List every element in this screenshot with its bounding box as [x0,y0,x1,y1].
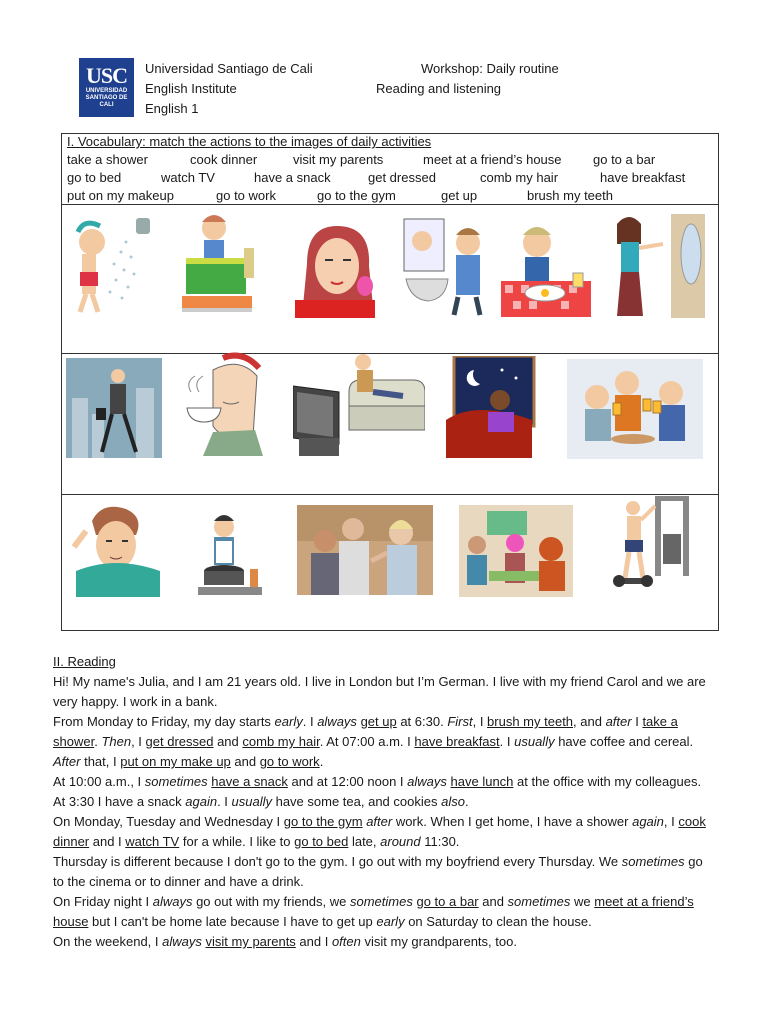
gym-illustration [611,494,705,594]
going-to-work-illustration [66,358,162,458]
text-run: and [230,754,260,769]
reading-paragraph [53,892,713,932]
text-run: 11:30. [420,834,460,849]
italic-word: often [331,934,361,949]
dressing-illustration [607,214,705,318]
underlined-phrase: go to bed [294,834,349,849]
vocab-word: cook dinner [190,152,258,167]
text-run: on Saturday to clean the house. [404,914,592,929]
underlined-phrase: have a snack [211,774,288,789]
waking-up-illustration [178,208,258,316]
text-run: go out with my friends, we [192,894,350,909]
text-run: and I [295,934,332,949]
text-run: and [478,894,508,909]
underlined-phrase: have breakfast [414,734,500,749]
underlined-phrase: go to work [259,754,320,769]
italic-word: usually [231,794,272,809]
bar-illustration [567,359,703,459]
vocab-word: go to bed [67,170,122,185]
reading-paragraph [53,852,713,892]
italic-word: sometimes [144,774,208,789]
text-run: and I [89,834,126,849]
text-run: . [94,734,102,749]
breakfast-illustration [501,217,591,317]
text-run: , I [663,814,679,829]
italic-word: again [632,814,664,829]
text-run: . [464,794,469,809]
visiting-parents-illustration [297,505,433,595]
text-run: , and [573,714,606,729]
vocab-word: visit my parents [293,152,384,167]
vocab-word: brush my teeth [527,188,613,203]
italic-word: usually [514,734,555,749]
workshop-skills: Reading and listening [376,81,502,96]
cooking-illustration [188,511,268,597]
italic-word: always [162,934,202,949]
vocab-word: have a snack [254,170,331,185]
reading-paragraph: Hi! My name's Julia, and I am 21 years old. I live in London but I’m German. I live with my friend Carol and we are very happy. I work in a bank. [53,674,706,709]
italic-word: again [185,794,218,809]
italic-word: after [605,714,632,729]
reading-paragraph [53,772,713,812]
vocab-word: put on my makeup [67,188,174,203]
vocab-word: go to a bar [593,152,656,167]
text-run: . I [302,714,318,729]
text-run: we [570,894,595,909]
workshop-title: Workshop: Daily routine [421,61,559,76]
vocab-word: take a shower [67,152,148,167]
italic-word: After [53,754,81,769]
vocab-word: watch TV [161,170,215,185]
text-run: . I [499,734,515,749]
text-run: at 6:30. [396,714,448,729]
underlined-phrase: cook dinner [53,814,706,849]
reading-title: II. Reading [53,654,116,669]
text-run: . At 07:00 a.m. I [319,734,415,749]
underlined-phrase: go to the gym [283,814,363,829]
underlined-phrase: meet at a friend’s house [53,894,694,929]
text-run: On Friday night I [53,894,153,909]
italic-word: around [380,834,421,849]
italic-word: always [152,894,193,909]
text-run: . I [217,794,232,809]
italic-word: sometimes [349,894,413,909]
vocab-word: go to work [216,188,276,203]
underlined-phrase: put on my make up [120,754,231,769]
combing-hair-illustration [66,501,166,597]
italic-word: early [274,714,303,729]
underlined-phrase: go to a bar [416,894,479,909]
text-run: have coffee and cereal. [554,734,694,749]
underlined-phrase: get up [360,714,397,729]
italic-word: early [376,914,405,929]
italic-word: also [441,794,465,809]
italic-word: always [407,774,447,789]
institute-name: English Institute [145,81,237,96]
vocabulary-title: I. Vocabulary: match the actions to the images of daily activities [67,134,432,149]
vocab-word: meet at a friend’s house [423,152,562,167]
reading-section [53,652,713,952]
shower-illustration [66,212,158,318]
underlined-phrase: visit my parents [205,934,296,949]
text-run: late, [348,834,381,849]
reading-paragraph [53,932,713,952]
underlined-phrase: get dressed [145,734,214,749]
italic-word: sometimes [621,854,685,869]
reading-paragraph [53,712,713,772]
text-run: . [319,754,324,769]
underlined-phrase: comb my hair [242,734,320,749]
makeup-illustration [289,224,381,318]
underlined-phrase: take a shower [53,714,678,749]
text-run: On the weekend, I [53,934,163,949]
text-run: and [213,734,243,749]
divider [61,204,719,205]
vocab-word: have breakfast [600,170,686,185]
text-run: Thursday is different because I don't go to the gym. I go out with my boyfriend every Thursday. We [53,854,622,869]
text-run: From Monday to Friday, my day starts [53,714,275,729]
text-run: and at 12:00 noon I [287,774,408,789]
italic-word: always [317,714,357,729]
italic-word: after [366,814,393,829]
italic-word: First [447,714,473,729]
underlined-phrase: watch TV [125,834,180,849]
text-run: , I [131,734,146,749]
vocab-word: get dressed [368,170,436,185]
text-run: have some tea, and cookies [271,794,442,809]
going-to-bed-illustration [446,356,536,458]
text-run: On Monday, Tuesday and Wednesday I [53,814,284,829]
brushing-teeth-illustration [400,215,492,319]
text-run: visit my grandparents, too. [360,934,517,949]
text-run: go to the cinema or to dinner and have a drink. [53,854,703,889]
text-run: for a while. I like to [179,834,295,849]
logo-text: USC [85,63,127,88]
logo-subtext: UNIVERSIDAD SANTIAGO DE CALI [85,88,128,108]
course-level: English 1 [145,101,199,116]
reading-paragraph [53,812,713,852]
friends-house-illustration [459,505,573,597]
usc-logo [79,58,134,117]
snack-illustration [183,352,265,458]
text-run: at the office with my colleagues. At 3:30 I have a snack [53,774,702,809]
underlined-phrase: brush my teeth [487,714,574,729]
text-run: that, I [80,754,121,769]
text-run: , I [472,714,488,729]
watching-tv-illustration [293,352,425,460]
text-run: At 10:00 a.m., I [53,774,145,789]
vocab-word: comb my hair [480,170,559,185]
vocab-word: get up [441,188,478,203]
vocab-word: go to the gym [317,188,396,203]
university-name: Universidad Santiago de Cali [145,61,313,76]
text-run: work. When I get home, I have a shower [392,814,633,829]
underlined-phrase: have lunch [450,774,514,789]
italic-word: Then [101,734,132,749]
italic-word: sometimes [507,894,571,909]
text-run: I [631,714,643,729]
text-run: but I can't be home late because I have to get up [88,914,377,929]
